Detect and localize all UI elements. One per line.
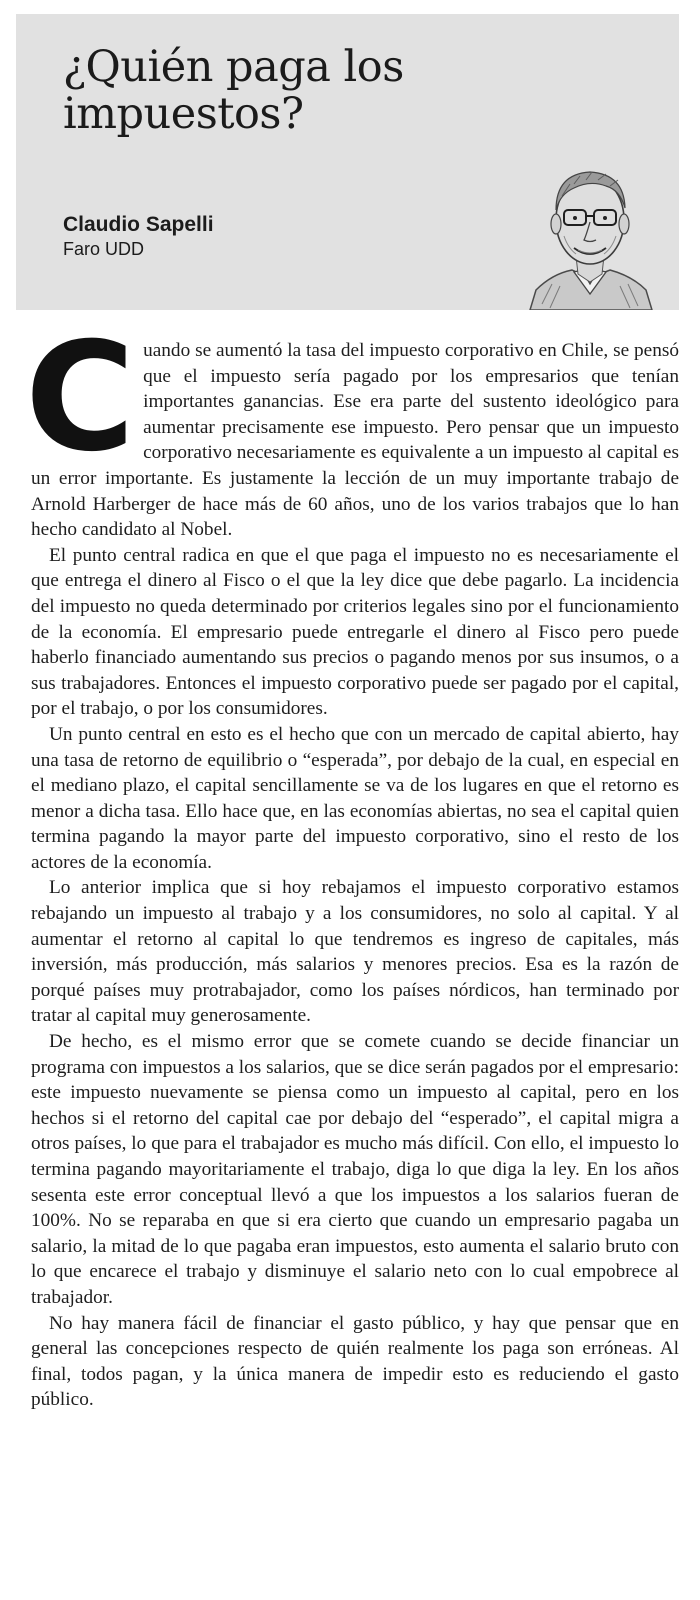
byline — [63, 212, 214, 261]
article-body — [25, 311, 679, 1413]
article-header — [16, 14, 679, 310]
drop-cap: C — [25, 311, 136, 485]
lead-paragraph — [25, 311, 679, 543]
body-paragraph: Un punto central en esto es el hecho que con un mercado de capital abierto, hay una tasa de retorno de equilibrio o “esperada”, por debajo de la cual, en especial en el mediano plazo, el capital sencillamente se va de los lugares en que el retorno es menor a dicha tasa. Ello hace que, en las economías abiertas, no sea el capital quien termina pagando la mayor parte del impuesto corporativo, sino el resto de los actores de la economía. — [31, 723, 679, 873]
body-paragraph: Lo anterior implica que si hoy rebajamos el impuesto corporativo estamos rebajando un impuesto al trabajo y a los consumidores, no solo al capital. Y al aumentar el retorno al capital lo que tendremos es ingreso de capitales, más inversión, más producción, más salarios y menores precios. Esa es la razón de porqué países muy protrabajador, como los países nórdicos, han terminado por tratar al capital muy generosamente. — [31, 877, 679, 1027]
author-name: Claudio Sapelli — [63, 213, 214, 236]
author-portrait — [526, 144, 656, 310]
body-paragraph: El punto central radica en que el que paga el impuesto no es necesariamente el que entrega el dinero al Fisco o el que la ley dice que debe pagarlo. La incidencia del impuesto no queda determinado por criterios legales sino por el funcionamiento de la economía. El empresario puede entregarle el dinero al Fisco pero puede haberlo financiado aumentando sus precios o pagando menos por sus insumos, o a sus trabajadores. Entonces el impuesto corporativo puede ser pagado por el capital, por el trabajo, o por los consumidores. — [31, 544, 679, 720]
body-paragraph: De hecho, es el mismo error que se comete cuando se decide financiar un programa con impuestos a los salarios, que se dice serán pagados por el empresario: este impuesto nuevamente se piensa como un impuesto al capital, pero en los hechos si el retorno del capital cae por debajo del “esperado”, el capital migra a otros países, lo que para el trabajador es mucho más difícil. Con ello, el impuesto lo termina pagando mayoritariamente el trabajo, diga lo que diga la ley. En los años sesenta este error conceptual llevó a que los impuestos a los salarios fueran de 100%. No se reparaba en que si era cierto que cuando un empresario pagaba un salario, la mitad de lo que pagaba eran impuestos, esto aumenta el salario bruto con lo que encarece el trabajo y disminuye el salario neto con lo cual empobrece al trabajador. — [31, 1031, 679, 1308]
closing-paragraph: No hay manera fácil de financiar el gasto público, y hay que pensar que en general las concepciones respecto de quién realmente los paga son erróneas. Al final, todos pagan, y la única manera de impedir esto es reduciendo el gasto público. — [31, 1312, 679, 1411]
article-title: ¿Quién paga los impuestos? — [63, 42, 404, 139]
lead-paragraph-text: uando se aumentó la tasa del impuesto corporativo en Chile, se pensó que el impuesto sería pagado por los empresarios que tenían importantes ganancias. Ese era parte del sustento ideológico para aumentar precisamente ese impuesto. Pero pensar que un impuesto corporativo necesariamente es equivalente a un impuesto al capital es un error importante. Es justamente la lección de un muy importante trabajo de Arnold Harberger de hace más de 60 años, uno de los varios trabajos que lo han hecho candidato al Nobel. — [31, 340, 679, 541]
author-affiliation: Faro UDD — [63, 239, 145, 259]
